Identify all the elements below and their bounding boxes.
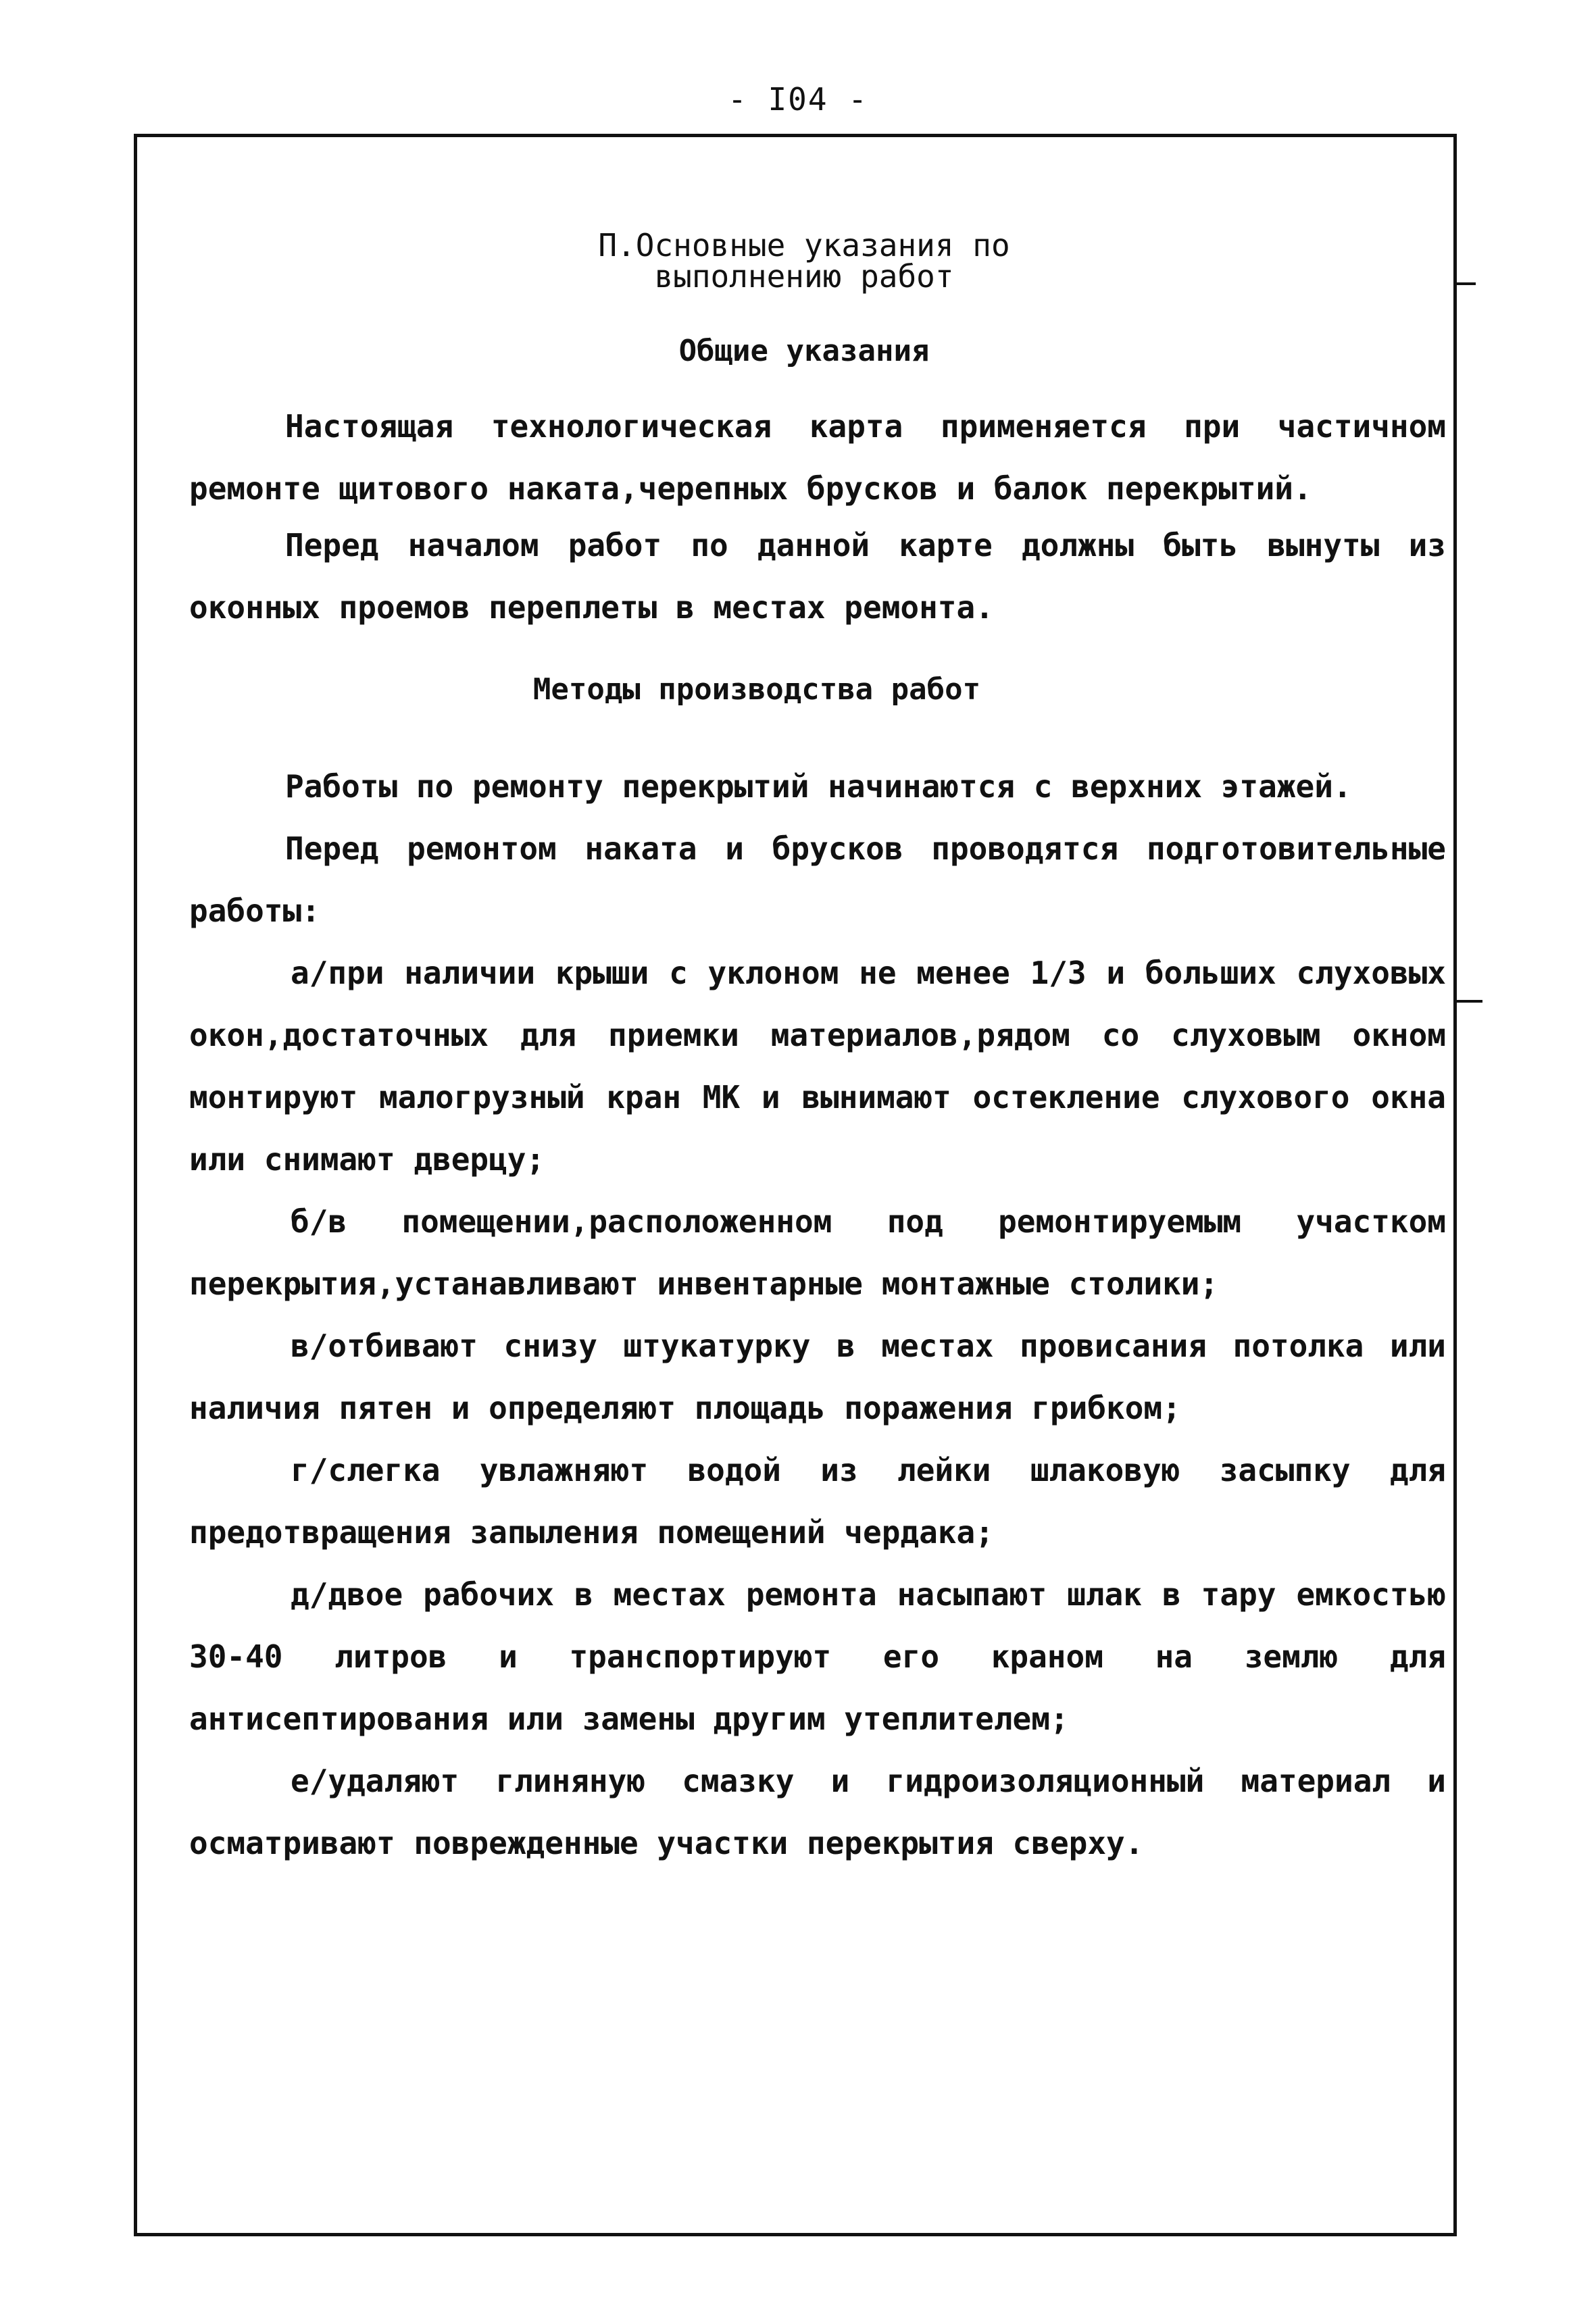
method-item-g: г/слегка увлажняют водой из лейки шлаковую засыпку для предотвращения запыления помещений чердака;	[189, 1452, 1446, 1551]
document-body	[189, 223, 1446, 1874]
general-paragraph-2: Перед началом работ по данной карте должны быть вынуты из оконных проемов переплеты в местах ремонта.	[189, 527, 1446, 626]
methods-intro-1: Работы по ремонту перекрытий начинаются с верхних этажей.	[285, 768, 1352, 805]
frame-tick	[1457, 1000, 1482, 1003]
general-instructions	[189, 395, 1446, 638]
section-heading	[189, 227, 1419, 295]
section-heading-line-1: П.Основные указания по	[598, 227, 1010, 263]
method-item-v: в/отбивают снизу штукатурку в местах провисания потолка или наличия пятен и определяют площадь поражения грибком;	[189, 1328, 1446, 1426]
page-number: - I04 -	[728, 81, 868, 118]
frame-tick	[1457, 282, 1476, 285]
method-item-e: е/удаляют глиняную смазку и гидроизоляционный материал и осматривают поврежденные участки перекрытия сверху.	[189, 1763, 1446, 1861]
method-item-d: д/двое рабочих в местах ремонта насыпают шлак в тару емкостью 30-40 литров и транспортируют его краном на землю для антисептирования или замены другим утеплителем;	[189, 1576, 1446, 1737]
methods-section	[189, 755, 1446, 1874]
section-heading-line-2: выполнению работ	[654, 258, 954, 295]
method-item-a: а/при наличии крыши с уклоном не менее 1/3 и больших слуховых окон,достаточных для приемки материалов,рядом со слуховым окном монтируют малогрузный кран МК и вынимают остекление слухового окна или снимают дверцу;	[189, 955, 1446, 1178]
methods-intro-2: Перед ремонтом наката и брусков проводятся подготовительные работы:	[189, 830, 1446, 929]
general-paragraph-1: Настоящая технологическая карта применяется при частичном ремонте щитового наката,черепных брусков и балок перекрытий.	[189, 408, 1446, 507]
method-item-b: б/в помещении,расположенном под ремонтируемым участком перекрытия,устанавливают инвентарные монтажные столики;	[189, 1203, 1446, 1302]
general-instructions-title: Общие указания	[678, 334, 930, 368]
methods-title: Методы производства работ	[532, 672, 981, 707]
